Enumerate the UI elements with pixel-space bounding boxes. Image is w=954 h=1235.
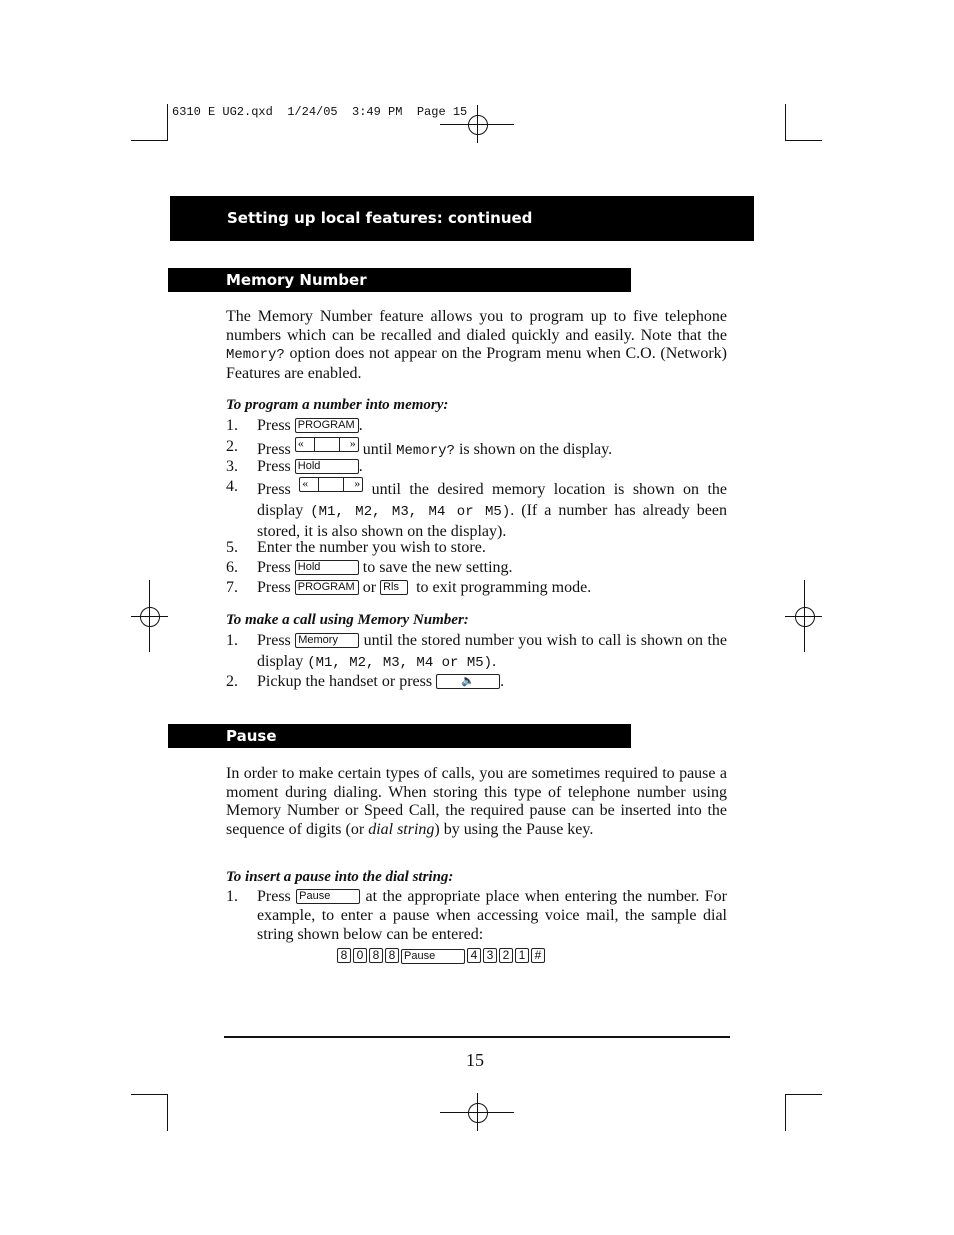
crop-mark <box>131 140 168 141</box>
registration-mark-icon <box>468 115 488 135</box>
insert-pause-subheading: To insert a pause into the dial string: <box>226 869 454 885</box>
print-slug: 6310 E UG2.qxd 1/24/05 3:49 PM Page 15 <box>172 105 468 119</box>
step-number: 3. <box>226 458 238 475</box>
step-text: Enter the number you wish to store. <box>257 539 486 556</box>
step-number: 5. <box>226 539 238 556</box>
digit-key: 8 <box>369 948 383 963</box>
pause-intro-text-2: ) by using the Pause key. <box>434 821 594 839</box>
left-arrow-icon: « <box>297 436 304 450</box>
registration-line <box>131 616 168 617</box>
call-subheading: To make a call using Memory Number: <box>226 612 469 628</box>
registration-line <box>785 616 822 617</box>
digit-key: 1 <box>515 948 529 963</box>
step-text: at the appropriate place when entering the number. For example, to enter a pause when accessing voice mail, the sample dial string shown below can be entered: <box>257 888 728 943</box>
digit-key: 0 <box>353 948 367 963</box>
step-text: to exit programming mode. <box>416 579 592 596</box>
release-key: Rls <box>380 580 408 595</box>
left-arrow-icon: « <box>302 476 309 490</box>
pound-key: # <box>531 948 545 963</box>
right-arrow-icon: » <box>354 476 361 490</box>
step-number: 4. <box>226 478 238 495</box>
step-text: is shown on the display. <box>458 441 613 458</box>
section-header <box>170 196 754 241</box>
pause-intro <box>226 765 727 840</box>
hold-key: Hold <box>295 560 359 575</box>
step-number: 2. <box>226 438 238 455</box>
pause-intro-text: In order to make certain types of calls, you are sometimes required to pause a moment during dialing. When storing this type of telephone number using Memory Number or Speed Call, the required pause can be inserted into the sequence of digits (or <box>226 765 727 839</box>
step-text: Press <box>257 417 291 434</box>
program-subheading: To program a number into memory: <box>226 397 449 413</box>
crop-mark <box>131 1094 168 1095</box>
digit-key: 4 <box>467 948 481 963</box>
memory-number-heading: Memory Number <box>226 271 367 289</box>
crop-mark <box>167 1094 168 1131</box>
speaker-icon: 🔈 <box>461 675 475 687</box>
crop-mark <box>785 1094 786 1131</box>
section-header-text: Setting up local features: continued <box>227 209 533 227</box>
registration-mark-icon <box>795 607 815 627</box>
step-text: . <box>358 417 363 434</box>
navigation-key <box>299 477 363 492</box>
step-text: Press <box>257 441 291 458</box>
step-text: until <box>362 441 393 458</box>
step-text: Press <box>257 632 291 649</box>
pause-key: Pause <box>296 889 360 904</box>
memory-number-heading-bar <box>168 268 631 292</box>
pause-key: Pause <box>401 949 465 964</box>
step-text: Press <box>257 458 291 475</box>
digit-key: 2 <box>499 948 513 963</box>
step-text: Press <box>257 579 291 596</box>
pause-intro-emphasis: dial string <box>368 821 435 839</box>
memory-key: Memory <box>295 633 359 648</box>
dial-string <box>337 946 547 964</box>
pause-heading: Pause <box>226 727 277 745</box>
memory-intro-code: Memory? <box>226 347 285 364</box>
display-code: Memory? <box>396 443 455 459</box>
step-number: 6. <box>226 559 238 576</box>
hold-key: Hold <box>295 459 359 474</box>
memory-intro <box>226 308 727 384</box>
step-text: . <box>500 673 505 690</box>
step-number: 1. <box>226 888 238 905</box>
registration-mark-icon <box>140 607 160 627</box>
step-text: Pickup the handset or press <box>257 673 433 690</box>
crop-mark <box>785 104 786 141</box>
speaker-key <box>436 674 500 689</box>
digit-key: 3 <box>483 948 497 963</box>
step-number: 7. <box>226 579 238 596</box>
page-number: 15 <box>466 1050 484 1070</box>
display-code: (M1, M2, M3, M4 or M5) <box>310 503 511 520</box>
crop-mark <box>785 140 822 141</box>
step-text: until the desired memory location is shown on the display <box>257 481 728 519</box>
crop-mark <box>785 1094 822 1095</box>
step-text: to save the new setting. <box>362 559 513 576</box>
step-number: 1. <box>226 417 238 434</box>
right-arrow-icon: » <box>349 436 356 450</box>
step-text: Press <box>257 559 291 576</box>
step-text: . <box>492 652 497 670</box>
step-text: Press <box>257 888 291 905</box>
step-text: or <box>362 579 377 596</box>
step-number: 1. <box>226 632 238 649</box>
step-text: until the stored number you wish to call is shown on the display <box>257 632 728 670</box>
pause-heading-bar <box>168 724 631 748</box>
digit-key: 8 <box>385 948 399 963</box>
step-number: 2. <box>226 673 238 690</box>
memory-intro-text-2: option does not appear on the Program menu when C.O. (Network) Features are enabled. <box>226 345 728 383</box>
crop-mark <box>167 104 168 141</box>
digit-key: 8 <box>337 948 351 963</box>
display-code: (M1, M2, M3, M4 or M5) <box>307 654 493 671</box>
program-key: PROGRAM <box>295 580 359 595</box>
step-text: Press <box>257 481 291 498</box>
registration-line <box>440 1112 514 1113</box>
footer-rule <box>224 1036 730 1038</box>
navigation-key <box>295 437 359 452</box>
memory-intro-text: The Memory Number feature allows you to program up to five telephone numbers which can be recalled and dialed quickly and easily. Note that the <box>226 308 727 344</box>
registration-line <box>440 124 514 125</box>
registration-mark-icon <box>468 1103 488 1123</box>
program-key: PROGRAM <box>295 418 359 433</box>
step-text: . (If a number has already been stored, it is also shown on the display). <box>257 501 727 540</box>
step-text: . <box>358 458 363 475</box>
